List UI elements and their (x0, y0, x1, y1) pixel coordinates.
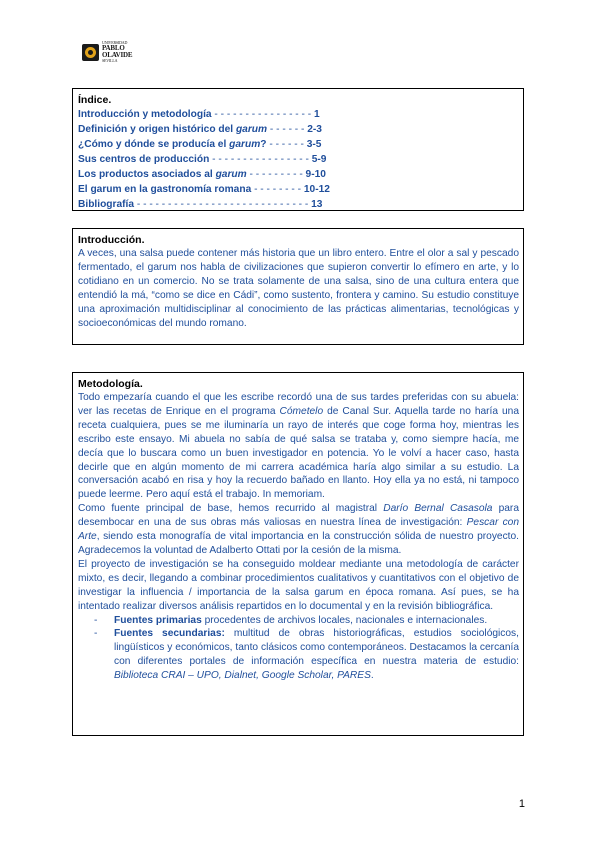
index-box (72, 88, 524, 211)
toc-dots: - - - - - - - - - - - - - - - - (209, 154, 312, 165)
source-portals: Biblioteca CRAI – UPO, Dialnet, Google Scholar, PARES (114, 670, 371, 682)
toc-tail: ? (260, 139, 267, 150)
introduction-text: A veces, una salsa puede contener más historia que un libro entero. Entre el olor a sal y pescado fermentado, el garum nos habla de civilizaciones que supieron convertir lo efímero en arte, y lo cotidiano en un comercio. No se trata solamente de una salsa, sino de una cultura entera que entendió la má, “como se dice en Cádi”, como sustento, frontera y camino. Su estudio constituye una aproximación multidisciplinar al conocimiento de las prácticas alimentarias, tecnológicas y socioeconómicas del mundo romano. (78, 248, 519, 329)
toc-item (78, 122, 519, 137)
methodology-paragraph-2 (78, 502, 519, 558)
toc-emphasis: garum (235, 124, 268, 135)
source-tail: . (370, 670, 374, 682)
toc-dots: - - - - - - - - (251, 184, 304, 195)
p1-text-b: de Canal Sur. Aquella tarde no haría una receta cualquiera, pues se me iluminaría un rayo de interés que coge forma hoy, mientras les escribo este ensayo. Mi abuela no sabía de qué salsa se trataba y, como siempre hacía, me decía que lo buscara como un buen investigador en potencia. Yo le volví a hacer caso, hasta decirle que en algún momento de mi carrera académica haría algo similar a su estudio. La conversación acabó en risa y hoy la recuerdo bañado en llanto. Hoy ella ya no está, ni tampoco puede leerme. Pero aquí está el trabajo. In memoriam. (78, 405, 519, 501)
p2-text-a: Como fuente principal de base, hemos recurrido al magistral (78, 503, 384, 515)
toc-dots: - - - - - - - - - - - - - - - - - - - - - - - - - - - - (134, 199, 312, 210)
logo-bottom-text: SEVILLA (102, 58, 118, 63)
toc-pages: 13 (311, 199, 323, 210)
logo-name-line2: OLAVIDE (102, 51, 133, 59)
toc-pages: 9-10 (305, 169, 326, 180)
toc-dots: - - - - - - - - - - - - - - - - (211, 109, 314, 120)
methodology-title: Metodología. (78, 378, 143, 390)
toc-pages: 5-9 (311, 154, 327, 165)
university-logo (82, 42, 134, 62)
toc-dots: - - - - - - (267, 124, 308, 135)
introduction-title: Introducción. (78, 234, 145, 246)
introduction-box (72, 228, 524, 345)
list-dash: - (94, 614, 98, 626)
toc-pages: 3-5 (306, 139, 322, 150)
page-number: 1 (518, 798, 525, 810)
toc-text: ¿Cómo y dónde se producía el (78, 139, 230, 150)
logo-top-text: UNIVERSIDAD (102, 40, 128, 45)
table-of-contents (78, 107, 519, 212)
toc-item (78, 107, 519, 122)
logo-name-line1: PABLO (102, 44, 125, 52)
list-dash: - (94, 628, 98, 640)
toc-item (78, 137, 519, 152)
logo-emblem-icon (82, 44, 99, 61)
toc-text: Sus centros de producción (78, 154, 210, 165)
toc-item (78, 197, 519, 212)
toc-item (78, 152, 519, 167)
methodology-box (72, 372, 524, 736)
toc-item (78, 167, 519, 182)
toc-dots: - - - - - - (266, 139, 307, 150)
toc-emphasis: garum (215, 169, 247, 180)
toc-text: Introducción y metodología (78, 109, 212, 120)
program-name: Cómetelo (279, 405, 324, 417)
p2-text-b: para desembocar en una de sus obras más valiosas en nuestra línea de investigación: (78, 503, 519, 529)
toc-text: Bibliografía (78, 199, 135, 210)
toc-text: Los productos asociados al (78, 169, 216, 180)
toc-pages: 2-3 (307, 124, 322, 135)
list-item (94, 614, 519, 628)
book-title: Pescar con Arte (78, 517, 519, 543)
toc-emphasis: garum (229, 139, 261, 150)
p2-text-c: , siendo esta monografía de vital importancia en la construcción sólida de nuestro proyecto. Agradecemos la voluntad de Adalberto Ottati por la cesión de la misma. (78, 531, 519, 556)
toc-dots: - - - - - - - - - (246, 169, 306, 180)
methodology-paragraph-1 (78, 391, 519, 502)
methodology-paragraph-3: El proyecto de investigación se ha conseguido moldear mediante una metodología de carácter mixto, es decir, llegando a combinar procedimientos cualitativos y cuantitativos con el objetivo de investigar la influencia / importancia de la salsa garum en época romana. Así pues, se ha intentado realizar diversos análisis repartidos en lo documental y en la revisión bibliográfica. (78, 558, 519, 612)
toc-item (78, 182, 519, 197)
sources-list (78, 614, 519, 684)
toc-pages: 10-12 (303, 184, 330, 195)
source-label: Fuentes secundarias: (114, 628, 225, 640)
index-title: Índice. (78, 94, 112, 106)
logo-wordmark (102, 41, 132, 63)
toc-pages: 1 (313, 109, 320, 120)
toc-text: Definición y origen histórico del (78, 124, 236, 135)
source-label: Fuentes primarias (114, 614, 202, 626)
source-text: procedentes de archivos locales, nacionales e internacionales. (201, 614, 488, 626)
toc-text: El garum en la gastronomía romana (78, 184, 252, 195)
p1-text-a: Todo empezaría cuando el que les escribe recordó una de sus tardes preferidas con su abuela: ver las recetas de Enrique en el programa (78, 392, 519, 417)
source-text: multitud de obras historiográficas, estudios sociológicos, lingüísticos y económicos, tanto clásicos como contemporáneos. Destacamos la cercanía con diferentes portales de información específica en nuestra materia de estudio: (114, 628, 519, 668)
author-name: Darío Bernal Casasola (383, 503, 493, 515)
list-item (94, 627, 519, 683)
